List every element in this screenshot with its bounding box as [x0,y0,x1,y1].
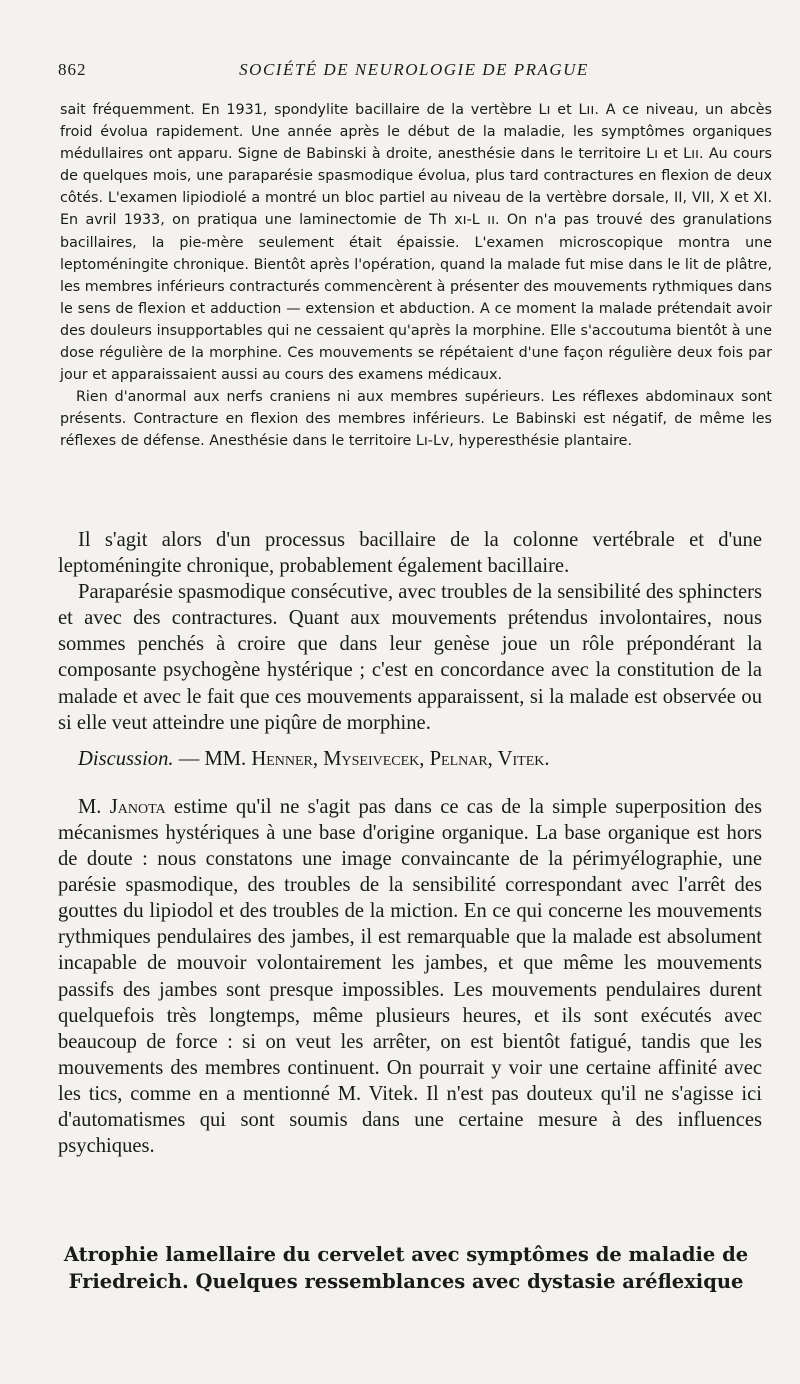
running-title: SOCIÉTÉ DE NEUROLOGIE DE PRAGUE [239,60,589,79]
discussion-label: Discussion. [78,747,174,770]
main-text-block [58,527,762,1159]
next-article-title [50,1241,762,1295]
page-number: 862 [58,60,87,79]
janota-speaker: M. Janota [78,795,166,818]
janota-paragraph [58,794,762,1159]
discussion-dash: — [173,747,205,770]
janota-text: estime qu'il ne s'agit pas dans ce cas de la simple superposition des mécanismes hystériques à une base d'origine organique. La base organique est hors de doute : nous constatons une image convaincante de la périmyélographie, une parésie spasmodique, des troubles de la sensibilité correspondant avec l'arrêt des gouttes du lipiodol et des troubles de la miction. En ce qui concerne les mouvements rythmiques pendulaires des jambes, il est remarquable que la malade est absolument incapable de mouvoir volontairement les jambes, et que même les mouvements passifs des jambes sont presque impossibles. Les mouvements pendulaires durent quelquefois très longtemps, même plusieurs heures, et ils sont exécutés avec beaucoup de force : si on veut les arrêter, on est bientôt fatigué, tandis que les mouvements des membres continuent. On pourrait y voir une certaine affinité avec les tics, comme en a mentionné M. Vitek. Il n'est pas douteux qu'il ne s'agisse ici d'automatismes qui sont soumis dans une certaine mesure à des influences psychiques. [58,795,762,1158]
case-report-paragraph: sait fréquemment. En 1931, spondylite bacillaire de la vertèbre Lı et Lıı. A ce niveau, un abcès froid évolua rapidement. Une année après le début de la maladie, les symptômes organiques médullaires ont apparu. Signe de Babinski à droite, anesthésie dans le territoire Lı et Lıı. Au cours de quelques mois, une paraparésie spasmodique évolua, plus tard contractures en flexion de deux côtés. L'examen lipiodiolé a montré un bloc partiel au niveau de la vertèbre dorsale, II, VII, X et XI. En avril 1933, on pratiqua une laminectomie de Th xı-L ıı. On n'a pas trouvé des granulations bacillaires, la pie-mère seulement était épaissie. L'examen microscopique montra une leptoméningite chronique. Bientôt après l'opération, quand la malade fut mise dans le lit de plâtre, les membres inférieurs contracturés commencèrent à présenter des mouvements rythmiques dans le sens de flexion et adduction — extension et abduction. A ce moment la malade prétendait avoir des douleurs insupportables qui ne cessaient qu'après la morphine. Elle s'accoutuma bientôt à une dose régulière de la morphine. Ces mouvements se répétaient d'une façon régulière deux fois par jour et apparaissaient aussi au cours des examens médicaux. [60,102,772,384]
discussion-line [58,746,762,772]
case-report-block [60,99,772,453]
discussion-participants: MM. Henner, Myseivecek, Pelnar, Vitek. [204,747,550,770]
next-article-title-line: Friedreich. Quelques ressemblances avec dystasie aréflexique [68,1270,744,1293]
conclusion-paragraph: Il s'agit alors d'un processus bacillaire de la colonne vertébrale et d'une leptoméningite chronique, probablement également bacillaire. [58,529,762,578]
page-header [58,60,770,84]
case-report-paragraph: Rien d'anormal aux nerfs craniens ni aux membres supérieurs. Les réflexes abdominaux sont présents. Contracture en flexion des membres inférieurs. Le Babinski est négatif, de même les réflexes de défense. Anesthésie dans le territoire Lı-Lv, hyperesthésie plantaire. [60,389,772,450]
conclusion-paragraph: Paraparésie spasmodique consécutive, avec troubles de la sensibilité des sphincters et avec des contractures. Quant aux mouvements prétendus involontaires, nous sommes penchés à croire que dans leur genèse joue un rôle prépondérant la composante psychogène hystérique ; c'est en concordance avec la constitution de la malade et avec le fait que ces mouvements apparaissent, si la malade est observée ou si elle veut atteindre une piqûre de morphine. [58,581,762,734]
next-article-title-line: Atrophie lamellaire du cervelet avec symptômes de maladie de [63,1243,749,1266]
